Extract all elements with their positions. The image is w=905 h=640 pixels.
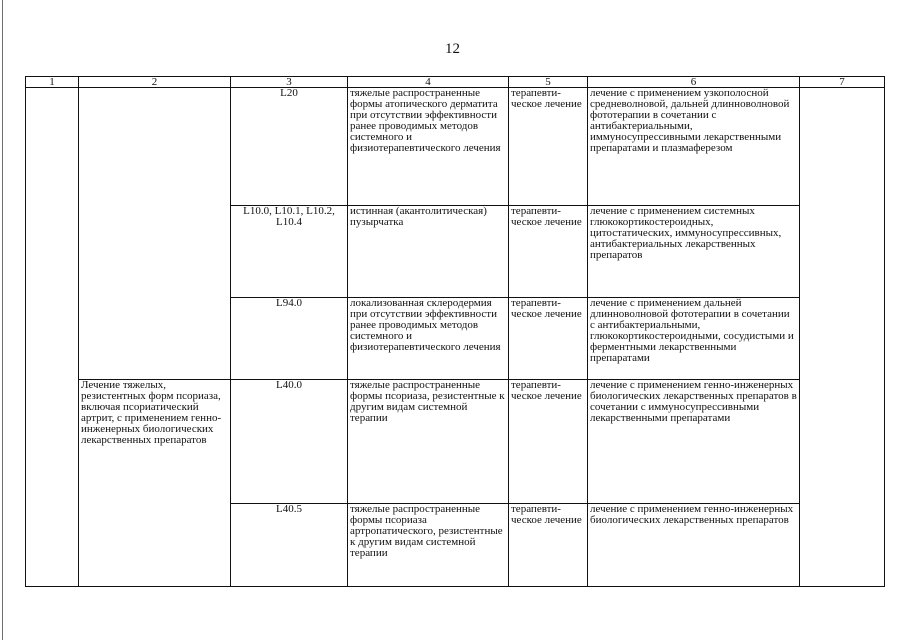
code-cell: L40.0 <box>231 380 348 504</box>
medical-care-table <box>25 76 885 587</box>
table-row <box>26 88 885 206</box>
code-cell: L94.0 <box>231 298 348 380</box>
column-header-3: 3 <box>231 77 348 88</box>
condition-cell: локализованная склеродермия при отсутствии эффективности ранее проводимых методов системного и физиотерапевтического лечения <box>348 298 509 380</box>
code-cell: L10.0, L10.1, L10.2, L10.4 <box>231 206 348 298</box>
condition-cell: истинная (акантолитическая) пузырчатка <box>348 206 509 298</box>
code-cell: L20 <box>231 88 348 206</box>
name-cell: Лечение тяжелых, резистентных форм псориаза, включая псориатический артрит, с применением генно-инженерных биологических лекарственных препаратов <box>79 380 231 587</box>
method-cell: лечение с применением дальней длинноволновой фототерапии в сочетании с антибактериальными, глюкокортикостероидными, сосудистыми и ферментными лекарственными препаратами <box>588 298 800 380</box>
number-cell <box>26 88 79 587</box>
cost-cell <box>800 88 885 587</box>
column-header-4: 4 <box>348 77 509 88</box>
method-cell: лечение с применением генно-инженерных биологических лекарственных препаратов <box>588 504 800 587</box>
treatment-type-cell: терапевти-ческое лечение <box>509 298 588 380</box>
table-row <box>26 380 885 504</box>
column-header-7: 7 <box>800 77 885 88</box>
method-cell: лечение с применением узкополосной средневолновой, дальней длинноволновой фототерапии в сочетании с антибактериальными, иммуносупрессивными лекарственными препаратами и плазмаферезом <box>588 88 800 206</box>
treatment-type-cell: терапевти-ческое лечение <box>509 504 588 587</box>
method-cell: лечение с применением системных глюкокортикостероидных, цитостатических, иммуносупрессивных, антибактериальных лекарственных препаратов <box>588 206 800 298</box>
method-cell: лечение с применением генно-инженерных биологических лекарственных препаратов в сочетании с иммуносупрессивными лекарственными препаратами <box>588 380 800 504</box>
column-header-6: 6 <box>588 77 800 88</box>
column-header-1: 1 <box>26 77 79 88</box>
treatment-type-cell: терапевти-ческое лечение <box>509 380 588 504</box>
name-cell-continued <box>79 88 231 380</box>
page-edge-line <box>2 0 3 640</box>
treatment-type-cell: терапевти-ческое лечение <box>509 88 588 206</box>
header-row <box>26 77 885 88</box>
page-number: 12 <box>445 41 460 57</box>
column-header-5: 5 <box>509 77 588 88</box>
condition-cell: тяжелые распространенные формы псориаза, резистентные к другим видам системной терапии <box>348 380 509 504</box>
condition-cell: тяжелые распространенные формы атопического дерматита при отсутствии эффективности ранее проводимых методов системного и физиотерапевтического лечения <box>348 88 509 206</box>
column-header-2: 2 <box>79 77 231 88</box>
treatment-type-cell: терапевти-ческое лечение <box>509 206 588 298</box>
condition-cell: тяжелые распространенные формы псориаза артропатического, резистентные к другим видам системной терапии <box>348 504 509 587</box>
code-cell: L40.5 <box>231 504 348 587</box>
